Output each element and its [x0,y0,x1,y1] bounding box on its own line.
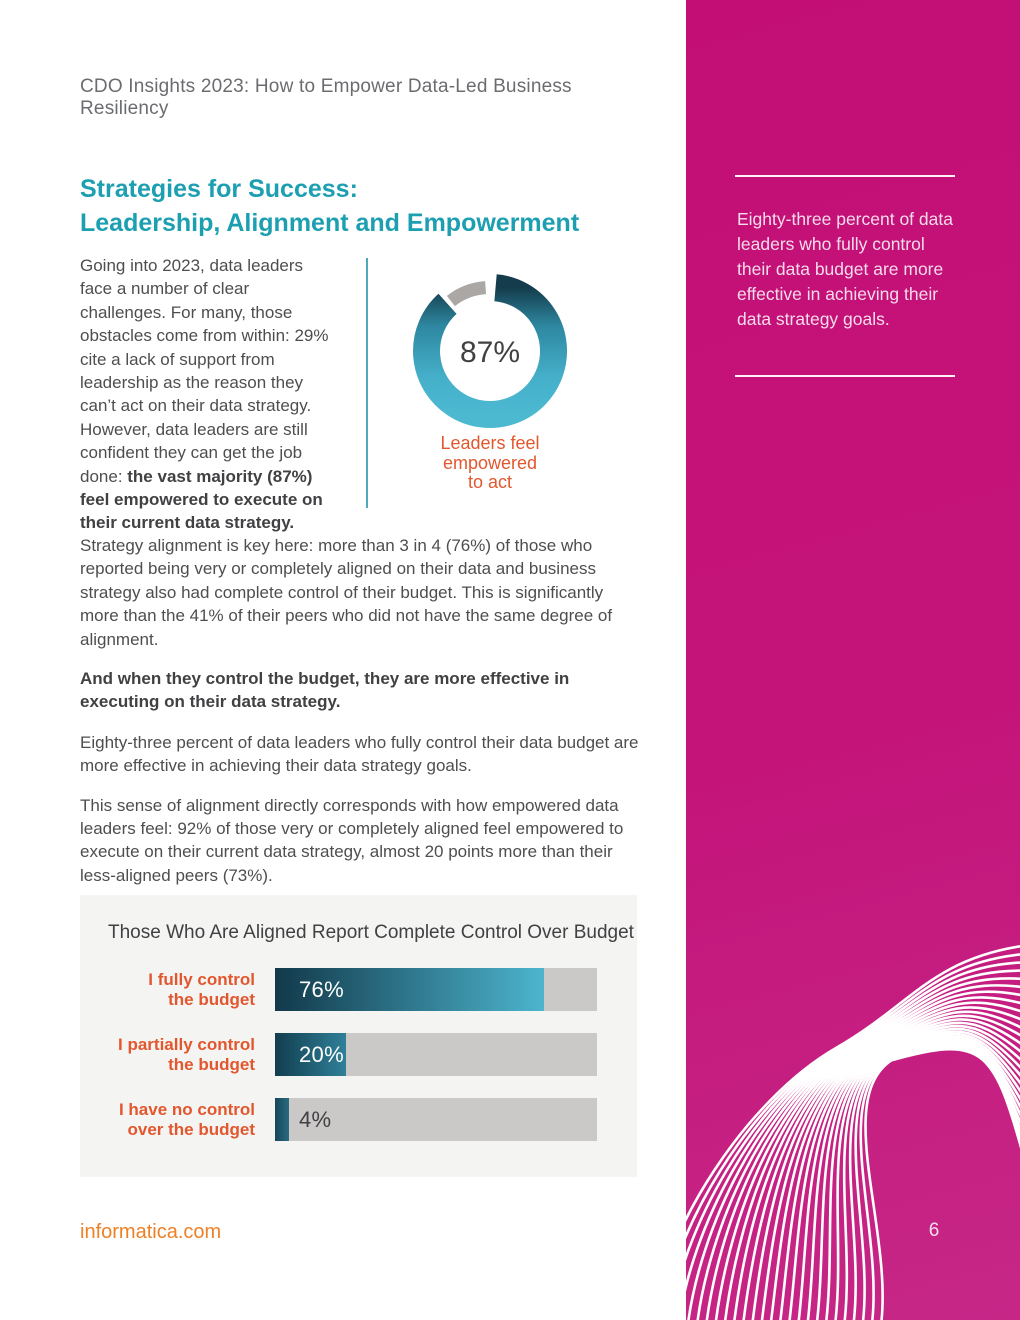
donut-center-value: 87% [459,336,521,369]
bar-chart-title: Those Who Are Aligned Report Complete Control Over Budget [108,922,634,943]
donut-svg [410,271,570,431]
donut-caption-line2: empowered [442,452,538,473]
bar-fill [275,1098,289,1141]
intro-text-bold: the vast majority (87%) feel empowered to execute on their current data strategy. [80,466,323,533]
bar-row [80,1098,637,1141]
bar-value-label: 20% [299,1041,344,1067]
sidebar [686,0,1020,1320]
page-title-line1: Strategies for Success: [80,175,358,203]
swirl-line [861,1048,1020,1320]
paragraph-budget-bold: And when they control the budget, they are more effective in executing on their data strategy. [80,669,570,712]
bar-category-label: I fully control the budget [148,969,255,1009]
donut-caption [385,434,595,493]
bar-value-label: 4% [299,1106,332,1132]
donut-remainder-arc [451,288,486,301]
paragraph-sense-of-alignment: This sense of alignment directly corresponds with how empowered data leaders feel: 92% of those very or completely aligned feel empowered to execute on their current data strategy, almost 20 points more than their less-aligned peers (73%). [80,795,624,885]
bar-track [275,1098,597,1141]
intro-paragraph [80,254,334,535]
bar-track [275,1033,597,1076]
bar-category-label: I partially control the budget [118,1034,255,1074]
page-title [80,172,660,240]
donut-caption-line1: Leaders feel [440,433,540,453]
paragraph-alignment: Strategy alignment is key here: more than 3 in 4 (76%) of those who reported being very or completely aligned on their data and business strategy also had complete control of their budget. This is significantly more than the 41% of their peers who did not have the same degree of alignment. [80,536,613,649]
page-number: 6 [928,1220,940,1241]
intro-text: Going into 2023, data leaders face a number of clear challenges. For many, those obstacles come from within: 29% cite a lack of support from leadership as the reason they can’t act on their data strategy. However, data leaders are still confident they can get the job done: [80,256,329,486]
vertical-divider [366,258,368,508]
donut-chart [410,271,570,431]
paragraph-eighty-three: Eighty-three percent of data leaders who fully control their data budget are more effective in achieving their data strategy goals. [80,732,639,776]
swirl-line [850,1044,1020,1320]
bar-track [275,968,597,1011]
bar-chart-rows [80,968,637,1141]
decorative-swirl-lines [686,930,1020,1320]
footer-website-link[interactable]: informatica.com [80,1221,222,1243]
swirl-line [866,1049,1020,1320]
callout-rule-bottom [735,375,955,377]
swirl-line [856,1046,1020,1320]
sidebar-callout: Eighty-three percent of data leaders who fully control their data budget are more effective in achieving their data strategy goals. [737,209,953,329]
bar-value-label: 76% [299,976,344,1002]
document-header: CDO Insights 2023: How to Empower Data-Led Business Resiliency [80,76,572,119]
page-title-line2: Leadership, Alignment and Empowerment [80,209,580,237]
callout-rule-top [735,175,955,177]
bar-row [80,968,637,1011]
body-paragraphs [80,534,640,903]
donut-caption-line3: to act [467,472,513,492]
swirl-line [686,954,1020,1320]
bar-row [80,1033,637,1076]
bar-chart-panel [80,895,637,1177]
bar-category-label: I have no control over the budget [118,1099,255,1139]
